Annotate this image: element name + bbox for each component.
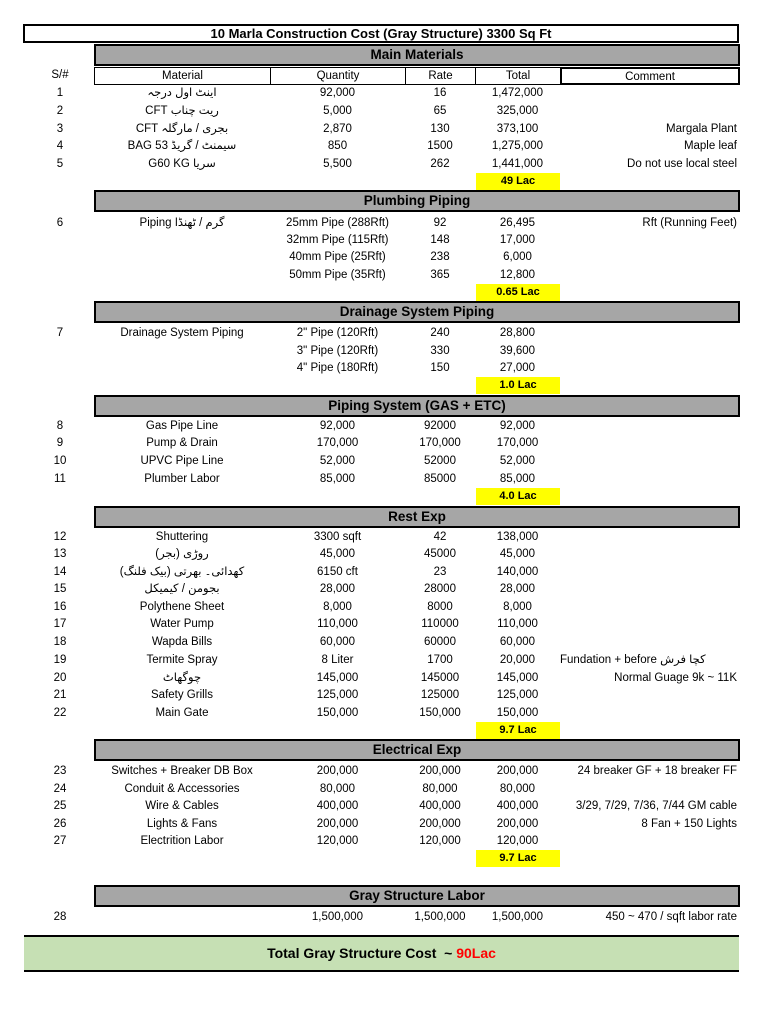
cell-quantity: 4" Pipe (180Rft)	[296, 362, 379, 374]
cell-sn: 13	[53, 548, 67, 560]
cell-comment	[560, 686, 737, 704]
cell-quantity: 8,000	[323, 601, 352, 613]
cell-comment	[560, 102, 737, 120]
table-row	[0, 324, 768, 342]
table-row	[0, 598, 768, 616]
cell-sn: 28	[53, 911, 67, 923]
table-row	[0, 137, 768, 155]
table-row	[0, 266, 768, 284]
cell-sn: 20	[53, 672, 67, 684]
cell-sn	[30, 359, 90, 377]
cell-rate: 60000	[424, 636, 456, 648]
section-plumbing-piping: Plumbing Piping	[94, 190, 740, 212]
cell-rate: 65	[433, 105, 447, 117]
subtotal-drainage: 1.0 Lac	[476, 377, 560, 394]
cell-comment	[560, 248, 737, 266]
section-gray-structure-labor: Gray Structure Labor	[94, 885, 740, 907]
section-drainage-piping: Drainage System Piping	[94, 301, 740, 323]
cell-sn: 6	[56, 217, 64, 229]
table-row	[0, 452, 768, 470]
table-row	[0, 669, 768, 687]
cell-sn: 15	[53, 583, 67, 595]
cell-quantity: 25mm Pipe (288Rft)	[286, 217, 389, 229]
cell-quantity: 50mm Pipe (35Rft)	[289, 269, 386, 281]
cell-rate: 80,000	[422, 783, 458, 795]
cell-comment	[560, 231, 737, 249]
cell-quantity: 125,000	[316, 689, 359, 701]
table-row	[0, 832, 768, 850]
cell-comment: 24 breaker GF + 18 breaker FF	[577, 765, 737, 777]
cell-sn: 26	[53, 818, 67, 830]
cell-total: 12,800	[499, 269, 536, 281]
cell-rate: 1500	[427, 140, 453, 152]
cell-comment	[560, 780, 737, 798]
table-row	[0, 797, 768, 815]
subtotal-main-materials: 49 Lac	[476, 173, 560, 190]
cell-material: بجومن / کیمیکل	[144, 583, 220, 595]
cell-material: Water Pump	[150, 618, 214, 630]
cell-material	[94, 231, 270, 249]
cell-rate: 52000	[424, 455, 456, 467]
table-row	[0, 214, 768, 232]
cell-rate: 238	[430, 251, 450, 263]
cell-rate: 125000	[420, 689, 460, 701]
cell-comment	[560, 598, 737, 616]
cell-material: سیمنٹ / گریڈ 53 BAG	[127, 140, 237, 152]
cell-sn: 25	[53, 800, 67, 812]
cell-total: 85,000	[499, 473, 536, 485]
table-row	[0, 686, 768, 704]
cell-rate: 240	[430, 327, 450, 339]
cell-rate: 1,500,000	[414, 911, 466, 923]
cell-comment	[560, 84, 737, 102]
cell-quantity: 2,870	[323, 123, 352, 135]
cell-material: Conduit & Accessories	[124, 783, 240, 795]
cell-sn: 5	[56, 158, 64, 170]
cell-total: 27,000	[499, 362, 536, 374]
cell-rate: 42	[433, 531, 447, 543]
cell-sn: 16	[53, 601, 67, 613]
cell-quantity: 200,000	[316, 765, 359, 777]
cell-total: 150,000	[496, 707, 539, 719]
header-quantity: Quantity	[270, 67, 406, 85]
table-row	[0, 102, 768, 120]
cell-comment	[560, 580, 737, 598]
cell-material: بجری / مارگلہ CFT	[135, 123, 229, 135]
cell-sn: 8	[56, 420, 64, 432]
cell-comment: Do not use local steel	[627, 158, 737, 170]
table-row	[0, 84, 768, 102]
cell-total: 45,000	[499, 548, 536, 560]
cell-rate: 8000	[427, 601, 453, 613]
cell-quantity: 145,000	[316, 672, 359, 684]
cell-material: Switches + Breaker DB Box	[111, 765, 253, 777]
cell-total: 6,000	[503, 251, 532, 263]
table-row	[0, 155, 768, 173]
cell-total: 26,495	[499, 217, 536, 229]
cell-quantity: 170,000	[316, 437, 359, 449]
cell-quantity: 80,000	[319, 783, 356, 795]
cell-quantity: 28,000	[319, 583, 356, 595]
cell-comment	[560, 832, 737, 850]
cell-sn: 27	[53, 835, 67, 847]
cell-total: 120,000	[496, 835, 539, 847]
header-sn: S/#	[51, 69, 69, 81]
cell-total: 28,000	[499, 583, 536, 595]
table-row	[0, 248, 768, 266]
cell-material	[94, 908, 270, 926]
table-row	[0, 908, 768, 926]
table-row	[0, 545, 768, 563]
cell-quantity: 52,000	[319, 455, 356, 467]
cell-comment: Rft (Running Feet)	[642, 217, 737, 229]
cell-quantity: 120,000	[316, 835, 359, 847]
table-row	[0, 580, 768, 598]
cell-material	[94, 359, 270, 377]
cell-material: اینٹ اول درجہ	[147, 87, 217, 99]
cell-rate: 130	[430, 123, 450, 135]
cell-rate: 150	[430, 362, 450, 374]
cell-material: چوگھاٹ	[162, 672, 202, 684]
cell-material	[94, 342, 270, 360]
cell-rate: 110000	[421, 618, 459, 630]
table-row	[0, 342, 768, 360]
cell-total: 20,000	[499, 654, 536, 666]
cell-total: 145,000	[496, 672, 539, 684]
cell-rate: 200,000	[419, 765, 461, 777]
cell-total: 92,000	[499, 420, 536, 432]
cell-sn: 7	[56, 327, 64, 339]
cell-quantity: 5,500	[323, 158, 352, 170]
cell-comment	[560, 470, 737, 488]
cell-comment: 450 ~ 470 / sqft labor rate	[605, 911, 737, 923]
cell-total: 325,000	[496, 105, 539, 117]
cell-quantity: 92,000	[319, 420, 356, 432]
cell-total: 80,000	[499, 783, 536, 795]
cell-rate: 330	[430, 345, 450, 357]
cell-rate: 148	[430, 234, 450, 246]
cell-comment: Fundation + before کچا فرش	[560, 654, 706, 666]
cell-material: Drainage System Piping	[120, 327, 244, 339]
cell-quantity: 3300 sqft	[313, 531, 362, 543]
cell-quantity: 32mm Pipe (115Rft)	[286, 234, 389, 246]
subtotal-rest-exp: 9.7 Lac	[476, 722, 560, 739]
cell-quantity: 40mm Pipe (25Rft)	[289, 251, 386, 263]
cell-total: 373,100	[496, 123, 539, 135]
header-material: Material	[94, 67, 271, 85]
cell-total: 140,000	[496, 566, 539, 578]
cell-total: 1,441,000	[491, 158, 544, 170]
cell-comment	[560, 417, 737, 435]
cell-quantity: 150,000	[316, 707, 359, 719]
cell-rate: 170,000	[419, 437, 461, 449]
cell-quantity: 3" Pipe (120Rft)	[296, 345, 379, 357]
cell-material: Shuttering	[155, 531, 209, 543]
cell-comment	[560, 545, 737, 563]
cell-comment: 3/29, 7/29, 7/36, 7/44 GM cable	[575, 800, 737, 812]
table-row	[0, 359, 768, 377]
cell-material	[94, 266, 270, 284]
cell-sn: 10	[53, 455, 67, 467]
cell-total: 52,000	[499, 455, 536, 467]
table-row	[0, 563, 768, 581]
header-total: Total	[475, 67, 561, 85]
cell-sn: 12	[53, 531, 67, 543]
cell-comment	[560, 563, 737, 581]
cell-total: 400,000	[496, 800, 539, 812]
cell-total: 60,000	[499, 636, 536, 648]
cell-sn: 11	[54, 473, 66, 485]
subtotal-electrical: 9.7 Lac	[476, 850, 560, 867]
table-row	[0, 470, 768, 488]
cell-quantity: 45,000	[319, 548, 356, 560]
table-row	[0, 615, 768, 633]
cell-material: Plumber Labor	[144, 473, 220, 485]
cell-quantity: 85,000	[319, 473, 356, 485]
cell-sn: 4	[56, 140, 64, 152]
cell-rate: 400,000	[419, 800, 461, 812]
cell-material: Pump & Drain	[146, 437, 218, 449]
cell-total: 1,472,000	[491, 87, 544, 99]
cell-rate: 28000	[424, 583, 456, 595]
cell-rate: 45000	[424, 548, 456, 560]
cell-quantity: 110,000	[317, 618, 358, 630]
section-main-materials: Main Materials	[94, 44, 740, 66]
cell-sn: 17	[53, 618, 67, 630]
cell-rate: 92000	[424, 420, 456, 432]
cell-comment	[560, 452, 737, 470]
cell-total: 138,000	[496, 531, 539, 543]
cell-rate: 23	[433, 566, 447, 578]
cell-comment	[560, 615, 737, 633]
cell-material: Main Gate	[155, 707, 209, 719]
cell-material: روڑی (بجر)	[155, 548, 209, 560]
grand-total-bar	[24, 935, 739, 972]
table-row	[0, 704, 768, 722]
cell-material: Gas Pipe Line	[145, 420, 219, 432]
cell-sn	[30, 342, 90, 360]
sheet-title: 10 Marla Construction Cost (Gray Structure) 3300 Sq Ft	[23, 24, 739, 43]
subtotal-piping-system: 4.0 Lac	[476, 488, 560, 505]
cell-quantity: 1,500,000	[311, 911, 364, 923]
cell-comment: Margala Plant	[666, 123, 737, 135]
cell-sn: 14	[53, 566, 67, 578]
cell-rate: 262	[430, 158, 450, 170]
cell-comment	[560, 266, 737, 284]
cell-sn: 24	[53, 783, 67, 795]
cell-material: ریت چناب CFT	[145, 105, 219, 117]
cell-total: 8,000	[503, 601, 532, 613]
cell-material: UPVC Pipe Line	[140, 455, 224, 467]
cell-quantity: 850	[327, 140, 348, 152]
cell-total: 39,600	[499, 345, 536, 357]
cell-material	[94, 248, 270, 266]
cell-sn: 21	[53, 689, 67, 701]
cell-material: گرم / ٹھنڈا Piping	[139, 217, 225, 229]
cell-rate: 365	[430, 269, 450, 281]
section-piping-system: Piping System (GAS + ETC)	[94, 395, 740, 417]
cell-sn: 22	[53, 707, 67, 719]
cell-material: Lights & Fans	[146, 818, 218, 830]
cell-total: 1,275,000	[491, 140, 544, 152]
grand-total-label: Total Gray Structure Cost ~	[267, 945, 457, 961]
cell-rate: 1700	[427, 654, 453, 666]
cell-quantity: 200,000	[316, 818, 359, 830]
cell-quantity: 60,000	[319, 636, 356, 648]
section-electrical-exp: Electrical Exp	[94, 739, 740, 761]
cell-rate: 145000	[420, 672, 460, 684]
cell-quantity: 92,000	[319, 87, 356, 99]
cell-sn: 2	[56, 105, 64, 117]
cell-comment	[560, 633, 737, 651]
table-row	[0, 815, 768, 833]
cell-material: Safety Grills	[151, 689, 213, 701]
cell-comment	[560, 434, 737, 452]
cell-sn: 3	[56, 123, 64, 135]
table-row	[0, 633, 768, 651]
grand-total-value: 90Lac	[456, 945, 496, 961]
cell-total: 200,000	[496, 818, 539, 830]
section-rest-exp: Rest Exp	[94, 506, 740, 528]
cell-comment	[560, 342, 737, 360]
cell-quantity: 8 Liter	[321, 654, 354, 666]
cell-sn: 9	[56, 437, 64, 449]
cell-quantity: 2" Pipe (120Rft)	[296, 327, 379, 339]
cell-total: 170,000	[496, 437, 539, 449]
cell-comment: 8 Fan + 150 Lights	[641, 818, 737, 830]
cell-total: 110,000	[497, 618, 538, 630]
cell-comment: Maple leaf	[683, 140, 737, 152]
cell-quantity: 6150 cft	[317, 566, 358, 578]
table-row	[0, 120, 768, 138]
cell-material: Termite Spray	[146, 654, 218, 666]
cell-sn: 18	[53, 636, 67, 648]
table-row	[0, 651, 768, 669]
cell-quantity: 400,000	[316, 800, 359, 812]
cell-sn: 1	[56, 87, 64, 99]
cell-material: Wapda Bills	[151, 636, 213, 648]
cell-material: کھدائی۔ بھرتی (بیک فلنگ)	[119, 566, 245, 578]
cell-rate: 200,000	[419, 818, 461, 830]
cell-rate: 92	[433, 217, 447, 229]
cell-comment	[560, 359, 737, 377]
cell-material: Wire & Cables	[145, 800, 219, 812]
table-row	[0, 231, 768, 249]
cell-sn: 19	[53, 654, 67, 666]
cell-total: 17,000	[499, 234, 536, 246]
header-comment: Comment	[560, 67, 740, 85]
cell-sn: 23	[53, 765, 67, 777]
cell-sn	[30, 231, 90, 249]
cell-total: 200,000	[496, 765, 539, 777]
cell-comment	[560, 324, 737, 342]
table-row	[0, 528, 768, 546]
cell-quantity: 5,000	[323, 105, 352, 117]
cell-total: 1,500,000	[491, 911, 544, 923]
cell-material: سریا G60 KG	[148, 158, 216, 170]
cell-sn	[30, 266, 90, 284]
cell-rate: 150,000	[419, 707, 461, 719]
cell-total: 125,000	[496, 689, 539, 701]
cell-rate: 85000	[424, 473, 456, 485]
header-rate: Rate	[405, 67, 476, 85]
cell-material: Electrition Labor	[140, 835, 224, 847]
table-row	[0, 780, 768, 798]
cell-total: 28,800	[499, 327, 536, 339]
cell-rate: 120,000	[419, 835, 461, 847]
cell-comment: Normal Guage 9k ~ 11K	[614, 672, 737, 684]
cell-material: Polythene Sheet	[139, 601, 225, 613]
subtotal-plumbing: 0.65 Lac	[476, 284, 560, 301]
cell-comment	[560, 528, 737, 546]
table-row	[0, 434, 768, 452]
cell-rate: 16	[433, 87, 447, 99]
cell-comment	[560, 704, 737, 722]
table-row	[0, 417, 768, 435]
table-row	[0, 762, 768, 780]
cell-sn	[30, 248, 90, 266]
